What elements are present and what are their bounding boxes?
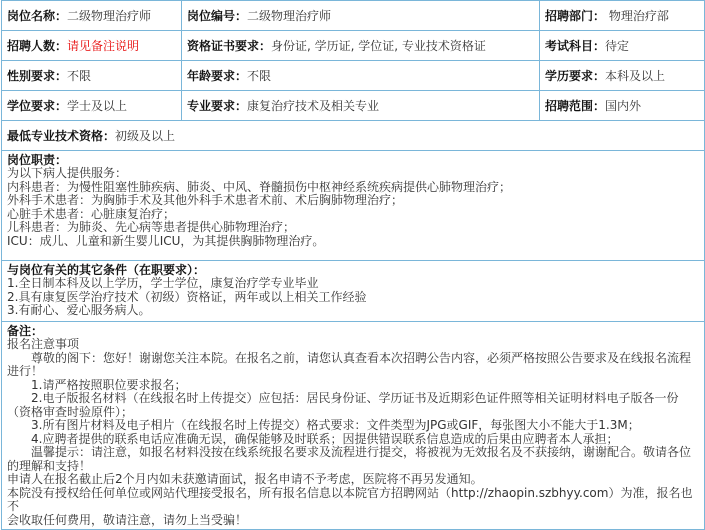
age-value: 不限 (247, 68, 272, 83)
exam-value: 待定 (605, 38, 630, 53)
cert-cell (182, 31, 540, 61)
condition-line: 1.全日制本科及以上学历，学士学位，康复治疗学专业毕业 (7, 276, 319, 290)
exam-cell (540, 31, 705, 61)
count-value: 请见备注说明 (67, 38, 140, 53)
gender-cell (2, 61, 182, 91)
age-cell (182, 61, 540, 91)
edu-value: 本科及以上 (605, 68, 666, 83)
duty-line: ICU：成儿、儿童和新生婴儿ICU，为其提供胸肺物理治疗。 (7, 233, 325, 248)
dept-cell (540, 1, 705, 31)
scope-value: 国内外 (605, 98, 642, 113)
edu-cell (540, 61, 705, 91)
duty-line: 心脏手术患者：心脏康复治疗； (7, 206, 176, 221)
count-cell (2, 31, 182, 61)
degree-label: 学位要求： (7, 98, 68, 113)
dept-value: 物理治疗部 (608, 8, 669, 23)
row-duties (2, 151, 705, 261)
major-cell (182, 91, 540, 121)
notes-notice-1: 申请人在报名截止后2个月内如未获邀请面试，报名申请不予考虑，医院将不再另发通知。 (7, 472, 483, 486)
notes-item-4: 4.应聘者提供的联系电话应准确无误，确保能够及时联系；因提供错误联系信息造成的后果由应聘者本人承担； (31, 431, 619, 446)
gender-label: 性别要求： (7, 68, 68, 83)
job-detail-table (1, 0, 705, 530)
duty-line: 内科患者：为慢性阻塞性肺疾病、肺炎、中风、脊髓损伤中枢神经系统疾病提供心肺物理治疗； (7, 179, 512, 194)
scope-cell (540, 91, 705, 121)
notes-tip-cont: 的理解和支持！ (7, 458, 92, 473)
degree-cell (2, 91, 182, 121)
notes-title: 报名注意事项 (7, 337, 80, 351)
gender-value: 不限 (67, 68, 92, 83)
title-cell (2, 121, 705, 151)
notes-cell (2, 322, 705, 530)
post-name-label: 岗位名称： (7, 8, 68, 23)
post-name-value: 二级物理治疗师 (67, 8, 152, 23)
conditions-cell (2, 261, 705, 322)
conditions-heading: 与岗位有关的其它条件（在职要求）： (7, 263, 206, 277)
row-conditions (2, 261, 705, 322)
exam-label: 考试科目： (545, 38, 606, 53)
row-notes (2, 322, 705, 530)
row-post-info (2, 1, 705, 31)
post-name-cell (2, 1, 182, 31)
title-value: 初级及以上 (115, 128, 176, 143)
post-code-cell (182, 1, 540, 31)
duties-cell (2, 151, 705, 261)
post-code-value: 二级物理治疗师 (247, 8, 332, 23)
title-label: 最低专业技术资格： (7, 128, 116, 143)
notes-item-2: 2.电子版报名材料（在线报名时上传提交）应包括：居民身份证、学历证书及近期彩色证件照等相关证明材料电子版各一份 (31, 391, 679, 405)
edu-label: 学历要求： (545, 68, 606, 83)
major-value: 康复治疗技术及相关专业 (247, 98, 380, 113)
notes-notice-2-cont: 会收取任何费用，敬请注意，请勿上当受骗！ (7, 512, 248, 527)
notes-heading: 备注： (7, 324, 44, 338)
duties-heading: 岗位职责： (7, 153, 68, 167)
duty-line: 外科手术患者：为胸肺手术及其他外科手术患者术前、术后胸肺物理治疗； (7, 193, 404, 207)
notes-tip: 温馨提示：请注意，如报名材料没按在线系统报名要求及流程进行提交，将被视为无效报名及不获接纳，谢谢配合。敬请各位 (31, 445, 692, 459)
major-label: 专业要求： (187, 98, 248, 113)
cert-label: 资格证书要求： (187, 38, 272, 53)
notes-item-2-cont: （资格审查时验原件）； (7, 404, 134, 419)
job-posting (1, 0, 704, 530)
notes-item-3: 3.所有图片材料及电子相片（在线报名时上传提交）格式要求：文件类型为JPG或GIF，每张图大小不能大于1.3M； (31, 418, 640, 432)
post-code-label: 岗位编号： (187, 8, 248, 23)
duty-line: 儿科患者：为肺炎、先心病等患者提供心肺物理治疗； (7, 220, 296, 234)
notes-greeting-cont: 进行！ (7, 364, 44, 378)
scope-label: 招聘范围： (545, 98, 606, 113)
notes-item-1: 1.请严格按照职位要求报名； (31, 377, 187, 392)
degree-value: 学士及以上 (67, 98, 128, 113)
count-label: 招聘人数： (7, 38, 68, 53)
row-count-cert (2, 31, 705, 61)
notes-greeting: 尊敬的阁下：您好！谢谢您关注本院。在报名之前，请您认真查看本次招聘公告内容，必须严格按照公告要求及在线报名流程 (31, 350, 692, 365)
dept-label: 招聘部门： (545, 8, 606, 23)
row-gender-age (2, 61, 705, 91)
condition-line: 2.具有康复医学治疗技术（初级）资格证，两年或以上相关工作经验 (7, 289, 367, 304)
cert-value: 身份证, 学历证, 学位证, 专业技术资格证 (271, 38, 486, 53)
row-degree-major (2, 91, 705, 121)
condition-line: 3.有耐心、爱心服务病人。 (7, 303, 151, 317)
age-label: 年龄要求： (187, 68, 248, 83)
notes-notice-2: 本院没有授权给任何单位或网站代理接受报名，所有报名信息以本院官方招聘网站（http://zhaopin.szbhyy.com）为准，报名也不 (7, 485, 693, 513)
duty-line: 为以下病人提供服务： (7, 166, 128, 180)
row-title (2, 121, 705, 151)
